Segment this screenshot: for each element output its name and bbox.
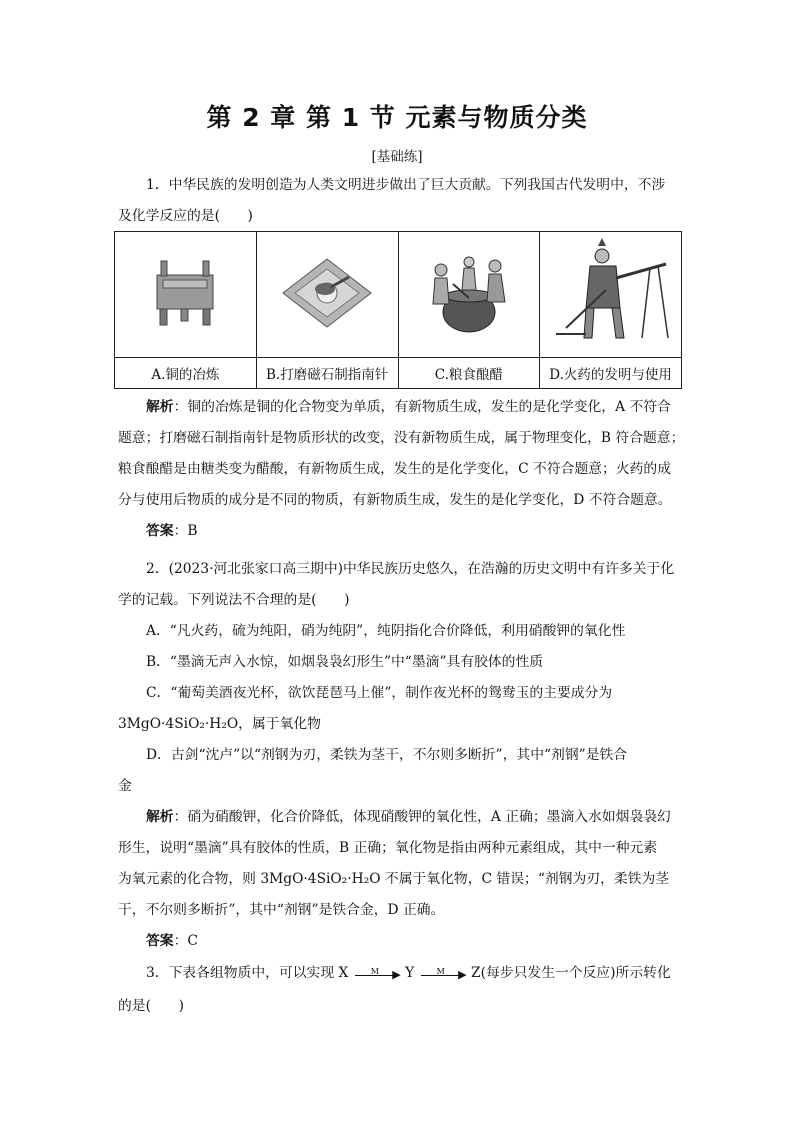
q1-option-d-image [540, 232, 682, 358]
q1-option-c-image [398, 232, 540, 358]
q1-option-b-label: B.打磨磁石制指南针 [256, 358, 398, 389]
q1-option-a-label: A.铜的冶炼 [115, 358, 257, 389]
q1-option-b-image [256, 232, 398, 358]
q1-answer: 答案：B [146, 523, 198, 539]
q1-options-table [114, 231, 682, 389]
q2-option-c-line1: C．“葡萄美酒夜光杯，欲饮琵琶马上催”，制作夜光杯的鸳鸯玉的主要成分为 [146, 685, 613, 701]
q2-option-d-line2: 金 [118, 778, 132, 794]
q1-option-c-label: C.粮食酿醋 [398, 358, 540, 389]
q1-analysis-line3: 粮食酿醋是由糖类变为醋酸，有新物质生成，发生的是化学变化，C 不符合题意；火药的成 [118, 461, 672, 477]
analysis-label: 解析 [146, 809, 174, 825]
q2-answer: 答案：C [146, 933, 198, 949]
q2-option-c-line2: 3MgO·4SiO₂·H₂O，属于氧化物 [118, 716, 321, 732]
compass-sinan-icon [279, 253, 375, 333]
q1-analysis-line4: 分与使用后物质的成分是不同的物质，有新物质生成，发生的是化学变化，D 不符合题意。 [118, 492, 672, 508]
reaction-arrow-icon: M ▶ [419, 966, 467, 982]
q3-stem-line2: 的是( ) [118, 998, 184, 1014]
bronze-ding-icon [145, 253, 225, 333]
page-title: 第 2 章 第 1 节 元素与物质分类 [206, 103, 588, 132]
q1-stem-line2: 及化学反应的是( ) [118, 208, 253, 224]
q1-stem-line1: 1．中华民族的发明创造为人类文明进步做出了巨大贡献。下列我国古代发明中，不涉 [146, 177, 666, 193]
section-subtitle: [基础练] [371, 149, 423, 165]
vinegar-brewing-icon [419, 248, 519, 338]
q1-option-d-label: D.火药的发明与使用 [540, 358, 682, 389]
answer-label: 答案 [146, 933, 174, 949]
q2-option-d-line1: D．古剑“沈卢”以“剂钢为刃，柔铁为茎干，不尔则多断折”，其中“剂钢”是铁合 [146, 747, 628, 763]
q1-analysis-line2: 题意；打磨磁石制指南针是物质形状的改变，没有新物质生成，属于物理变化，B 符合题意； [118, 430, 685, 446]
answer-label: 答案 [146, 523, 174, 539]
q2-analysis-line3: 为氧元素的化合物，则 3MgO·4SiO₂·H₂O 不属于氧化物，C 错误；“剂钢为刃，柔铁为茎 [118, 871, 670, 887]
q2-option-b: B．“墨滴无声入水惊，如烟袅袅幻形生”中“墨滴”具有胶体的性质 [146, 654, 544, 670]
q2-analysis-line1: 解析：硝为硝酸钾，化合价降低，体现硝酸钾的氧化性，A 正确；墨滴入水如烟袅袅幻 [146, 809, 671, 825]
gunpowder-warrior-icon [546, 238, 676, 348]
q1-option-a-image [115, 232, 257, 358]
q1-analysis-line1: 解析：铜的冶炼是铜的化合物变为单质，有新物质生成，发生的是化学变化，A 不符合 [146, 399, 671, 415]
analysis-label: 解析 [146, 399, 174, 415]
q2-option-a: A．“凡火药，硫为纯阳，硝为纯阴”，纯阴指化合价降低，利用硝酸钾的氧化性 [146, 623, 626, 639]
q2-stem-line1: 2．(2023·河北张家口高三期中)中华民族历史悠久，在浩瀚的历史文明中有许多关于化 [146, 561, 675, 577]
q3-stem-line1: 3．下表各组物质中，可以实现 X M ▶ Y M ▶ Z(每步只发生一个反应)所示转化 [146, 965, 671, 981]
q2-stem-line2: 学的记载。下列说法不合理的是( ) [118, 592, 350, 608]
q2-analysis-line2: 形生，说明“墨滴”具有胶体的性质，B 正确；氧化物是指由两种元素组成，其中一种元素 [118, 840, 658, 856]
q2-analysis-line4: 干，不尔则多断折”，其中“剂钢”是铁合金，D 正确。 [118, 902, 445, 918]
reaction-arrow-icon: M ▶ [353, 966, 401, 982]
